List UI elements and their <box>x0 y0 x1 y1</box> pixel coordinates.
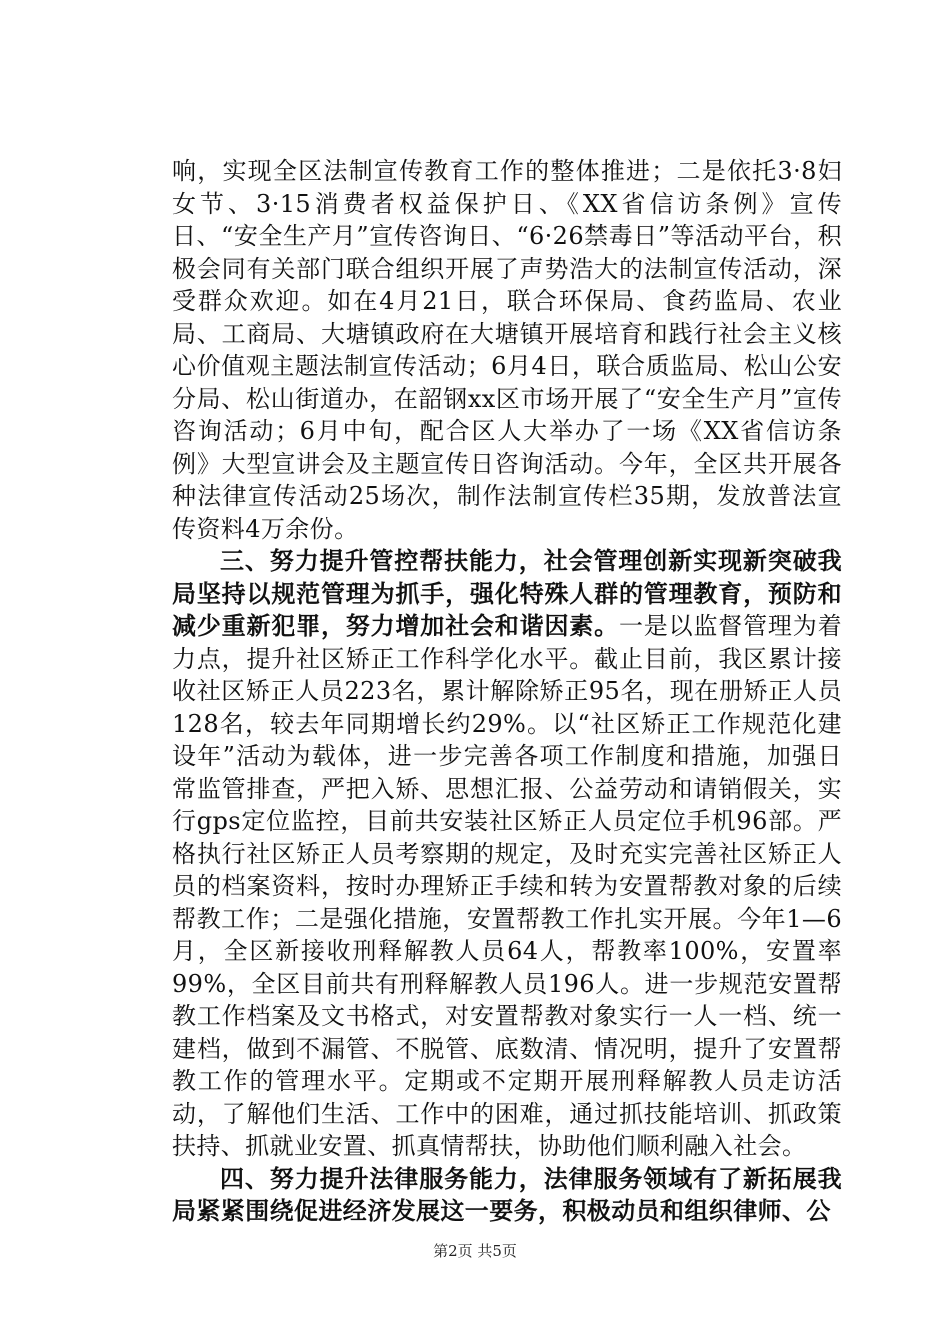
section-heading: 三、努力提升管控帮扶能力，社会管理创新实现新突破我局坚持以规范管理为抓手，强化特殊人群的管理教育，预防和减少重新犯罪，努力增加社会和谐因素。 <box>172 546 842 640</box>
paragraph-section-four <box>172 1163 842 1228</box>
paragraph-continuation <box>172 155 842 545</box>
paragraph-text: 响，实现全区法制宣传教育工作的整体推进；二是依托3·8妇女节、3·15消费者权益保护日、《XX省信访条例》宣传日、“安全生产月”宣传咨询日、“6·26禁毒日”等活动平台，积极会同有关部门联合组织开展了声势浩大的法制宣传活动，深受群众欢迎。如在4月21日，联合环保局、食药监局、农业局、工商局、大塘镇政府在大塘镇开展培育和践行社会主义核心价值观主题法制宣传活动；6月4日，联合质监局、松山公安分局、松山街道办，在韶钢xx区市场开展了“安全生产月”宣传咨询活动；6月中旬，配合区人大举办了一场《XX省信访条例》大型宣讲会及主题宣传日咨询活动。今年，全区共开展各种法律宣传活动25场次，制作法制宣传栏35期，发放普法宣传资料4万余份。 <box>172 157 842 543</box>
document-body <box>172 155 842 1228</box>
page-number-footer: 第2页 共5页 <box>433 1242 517 1260</box>
paragraph-text: 一是以监督管理为着力点，提升社区矫正工作科学化水平。截止目前，我区累计接收社区矫正人员223名，累计解除矫正95名，现在册矫正人员128名，较去年同期增长约29%。以“社区矫正工作规范化建设年”活动为载体，进一步完善各项工作制度和措施，加强日常监管排查，严把入矫、思想汇报、公益劳动和请销假关，实行gps定位监控，目前共安装社区矫正人员定位手机96部。严格执行社区矫正人员考察期的规定，及时充实完善社区矫正人员的档案资料，按时办理矫正手续和转为安置帮教对象的后续帮教工作；二是强化措施，安置帮教工作扎实开展。今年1—6月，全区新接收刑释解教人员64人，帮教率100%，安置率99%，全区目前共有刑释解教人员196人。进一步规范安置帮教工作档案及文书格式，对安置帮教对象实行一人一档、统一建档，做到不漏管、不脱管、底数清、情况明，提升了安置帮教工作的管理水平。定期或不定期开展刑释解教人员走访活动，了解他们生活、工作中的困难，通过抓技能培训、抓政策扶持、抓就业安置、抓真情帮扶，协助他们顺利融入社会。 <box>172 612 842 1160</box>
paragraph-section-three <box>172 545 842 1163</box>
section-heading: 四、努力提升法律服务能力，法律服务领域有了新拓展我局紧紧围绕促进经济发展这一要务，积极动员和组织律师、公 <box>172 1163 842 1225</box>
